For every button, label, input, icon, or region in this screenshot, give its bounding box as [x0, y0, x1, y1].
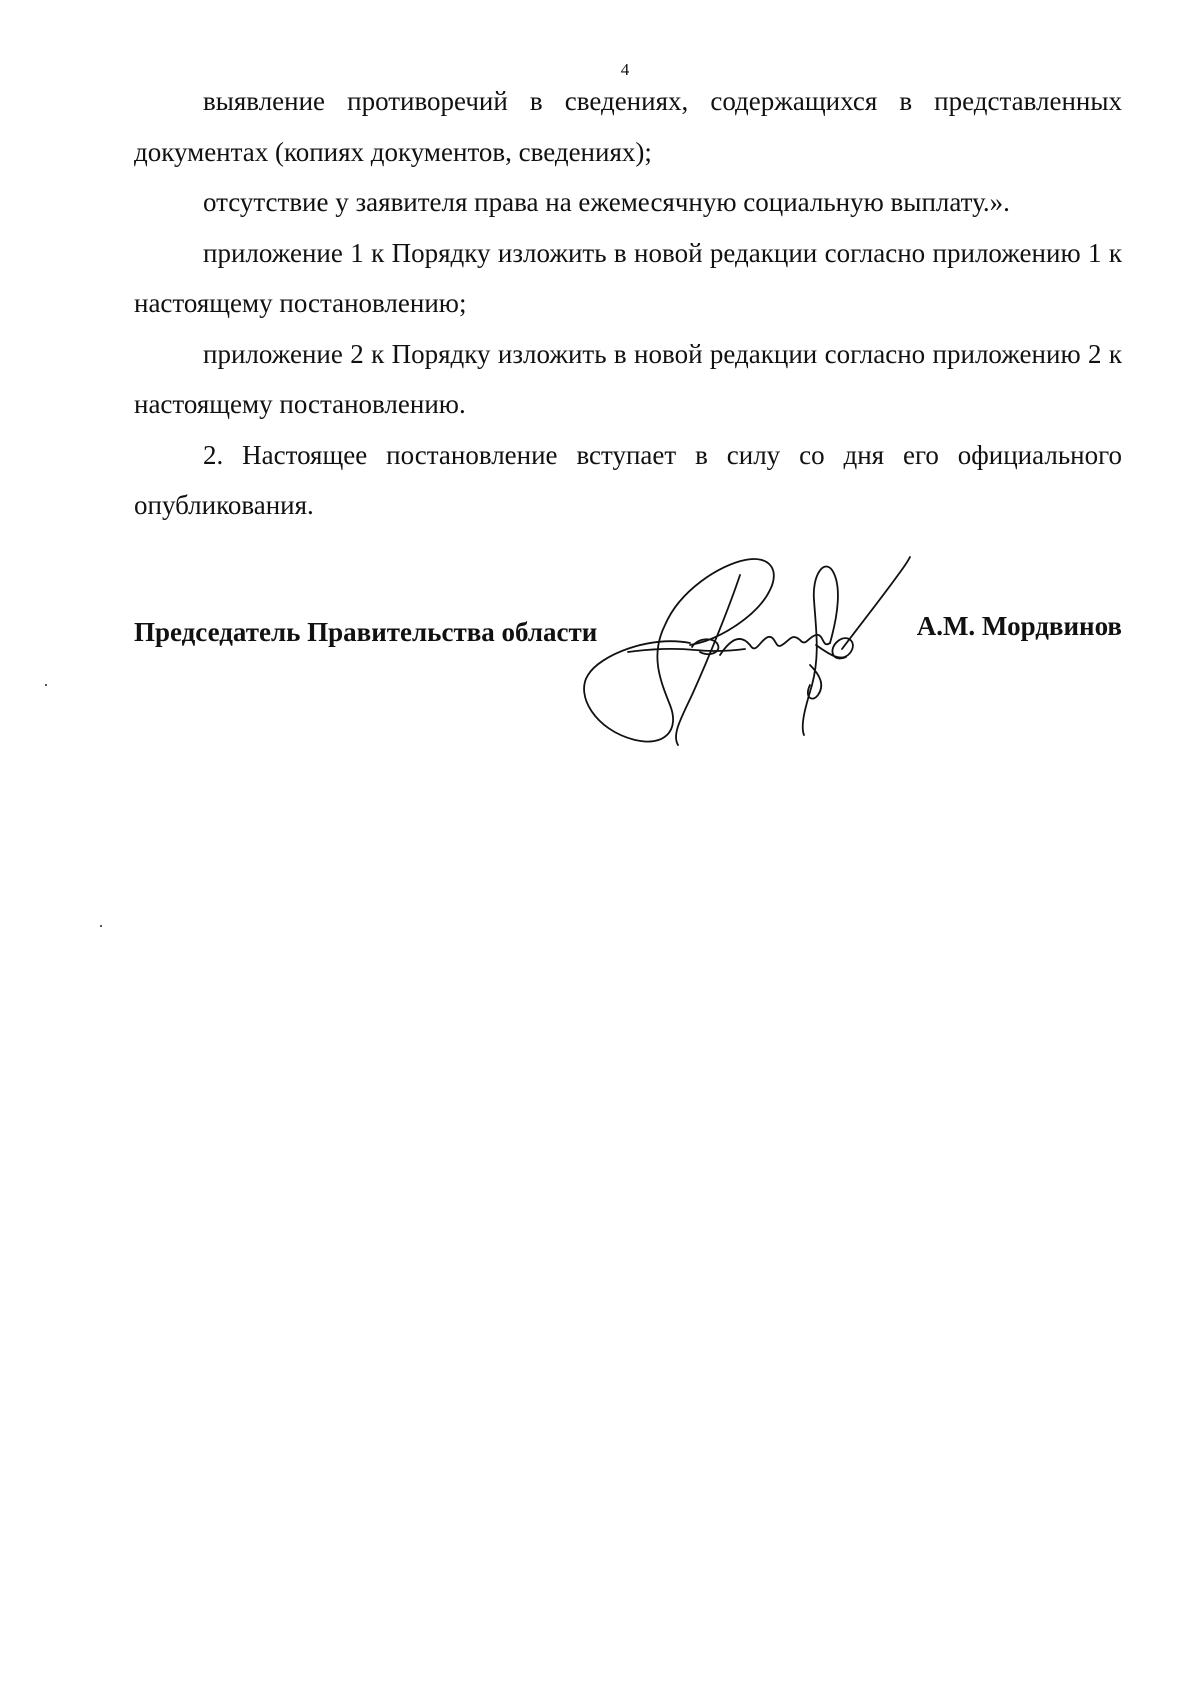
page-number: 4: [620, 60, 630, 79]
document-body: [134, 76, 1122, 531]
signer-name: А.М. Мордвинов: [916, 611, 1122, 641]
signer-position: Председатель Правительства области: [134, 617, 598, 647]
paragraph-no-right: отсутствие у заявителя права на ежемесячную социальную выплату.».: [203, 187, 1010, 217]
paragraph-appendix-2: приложение 2 к Порядку изложить в новой редакции согласно приложению 2 к настоящему постановлению.: [134, 338, 1122, 419]
paragraph-effective-date: 2. Настоящее постановление вступает в силу со дня его официального опубликования.: [134, 439, 1122, 520]
scan-speck: [100, 925, 102, 927]
scan-speck: [45, 684, 47, 686]
paragraph-contradictions: выявление противоречий в сведениях, содержащихся в представленных документах (копиях документов, сведениях);: [134, 86, 1122, 167]
handwritten-signature: [580, 545, 940, 755]
paragraph-appendix-1: приложение 1 к Порядку изложить в новой редакции согласно приложению 1 к настоящему постановлению;: [134, 237, 1122, 318]
